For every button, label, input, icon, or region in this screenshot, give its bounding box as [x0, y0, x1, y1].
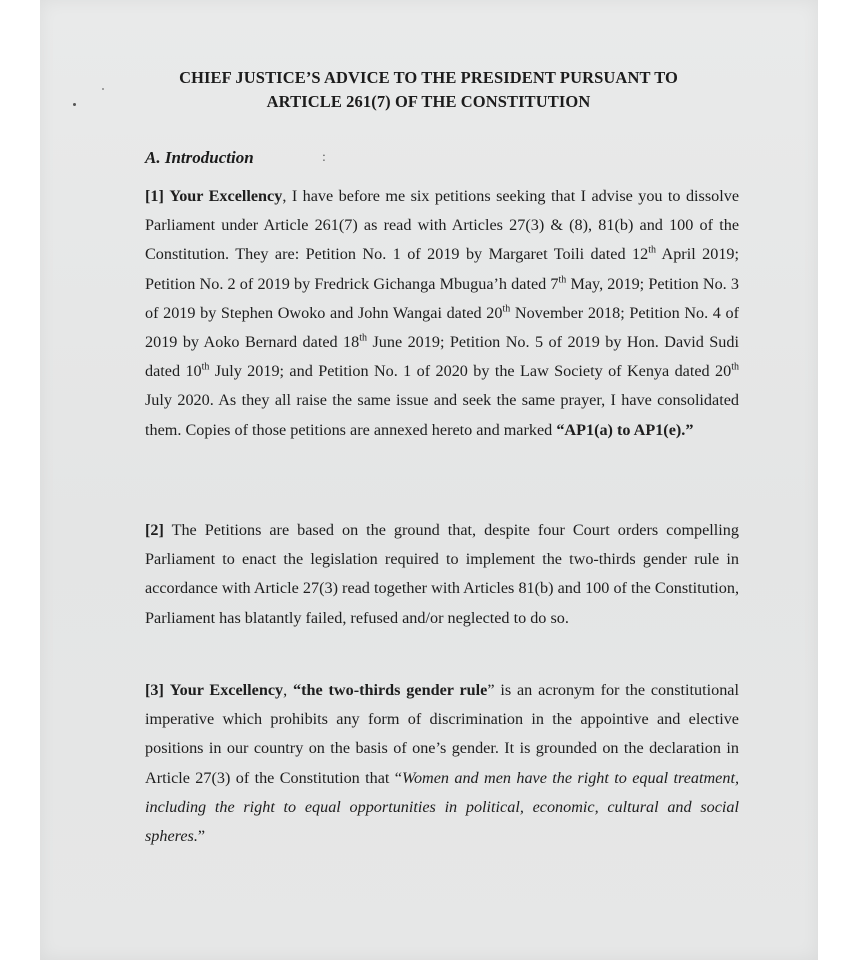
defined-term: “the two-thirds gender rule: [293, 681, 488, 699]
section-heading: A. Introduction: [145, 148, 254, 167]
paragraph-text: ”: [197, 827, 206, 846]
paragraph-text: July 2019; and Petition No. 1 of 2020 by the Law Society of Kenya dated 20: [209, 362, 732, 381]
title-line-1: CHIEF JUSTICE’S ADVICE TO THE PRESIDENT PURSUANT TO: [179, 68, 678, 87]
ordinal-suffix: th: [731, 361, 739, 373]
paragraph-1: [145, 182, 739, 445]
ordinal-suffix: th: [648, 245, 656, 257]
paragraph-lead: Your Excellency: [169, 187, 283, 205]
paragraph-text: May, 2019; Petition No. 3 of 2019 by Stephen Owoko and John Wangai dated 20: [145, 274, 739, 322]
title-line-2: ARTICLE 261(7) OF THE CONSTITUTION: [266, 92, 591, 111]
paragraph-text: July 2020. As they all raise the same issue and seek the same prayer, I have consolidated them. Copies of those petitions are annexed hereto and marked: [145, 391, 739, 439]
paragraph-text: , I have before me six petitions seeking that I advise you to dissolve Parliament under Article 261(7) as read with Articles 27(3) & (8), 81(b) and 100 of the Constitution. They are: Petition No. 1 of 2019 by Margaret Toili dated 12: [145, 187, 740, 264]
paragraph-3: [145, 676, 739, 851]
paragraph-text: November 2018; Petition No. 4 of 2019 by Aoko Bernard dated 18: [145, 303, 739, 352]
constitution-quote: Women and men have the right to equal treatment, including the right to equal opportunities in political, economic, cultural and social spheres.: [145, 768, 740, 846]
ordinal-suffix: th: [201, 361, 210, 373]
paragraph-2: [145, 516, 739, 633]
ordinal-suffix: th: [502, 303, 511, 315]
paragraph-number: [3]: [145, 681, 164, 699]
paragraph-text: April 2019; Petition No. 2 of 2019 by Fredrick Gichanga Mbugua’h dated 7: [145, 245, 740, 293]
stray-mark: :: [322, 150, 326, 165]
paragraph-number: [2]: [145, 521, 164, 539]
ordinal-suffix: th: [558, 274, 567, 286]
paragraph-text: The Petitions are based on the ground that, despite four Court orders compelling Parliament to enact the legislation required to implement the two-thirds gender rule in accordance with Article 27(3) read together with Articles 81(b) and 100 of the Constitution, Parliament has blatantly failed, refused and/or neglected to do so.: [145, 521, 739, 627]
paragraph-text: ,: [283, 681, 294, 699]
ordinal-suffix: th: [359, 332, 368, 344]
paragraph-text: ” is an acronym for the constitutional imperative which prohibits any form of discrimination in the appointive and elective positions in our country on the basis of one’s gender. It is grounded on the declaration in Article 27(3) of the Constitution that “: [145, 681, 739, 787]
paragraph-text: June 2019; Petition No. 5 of 2019 by Hon. David Sudi dated 10: [145, 333, 739, 381]
annex-reference: “AP1(a) to AP1(e).”: [556, 420, 694, 439]
document-title: [0, 66, 857, 114]
paragraph-number: [1]: [145, 187, 164, 205]
paragraph-lead: Your Excellency: [169, 681, 284, 699]
